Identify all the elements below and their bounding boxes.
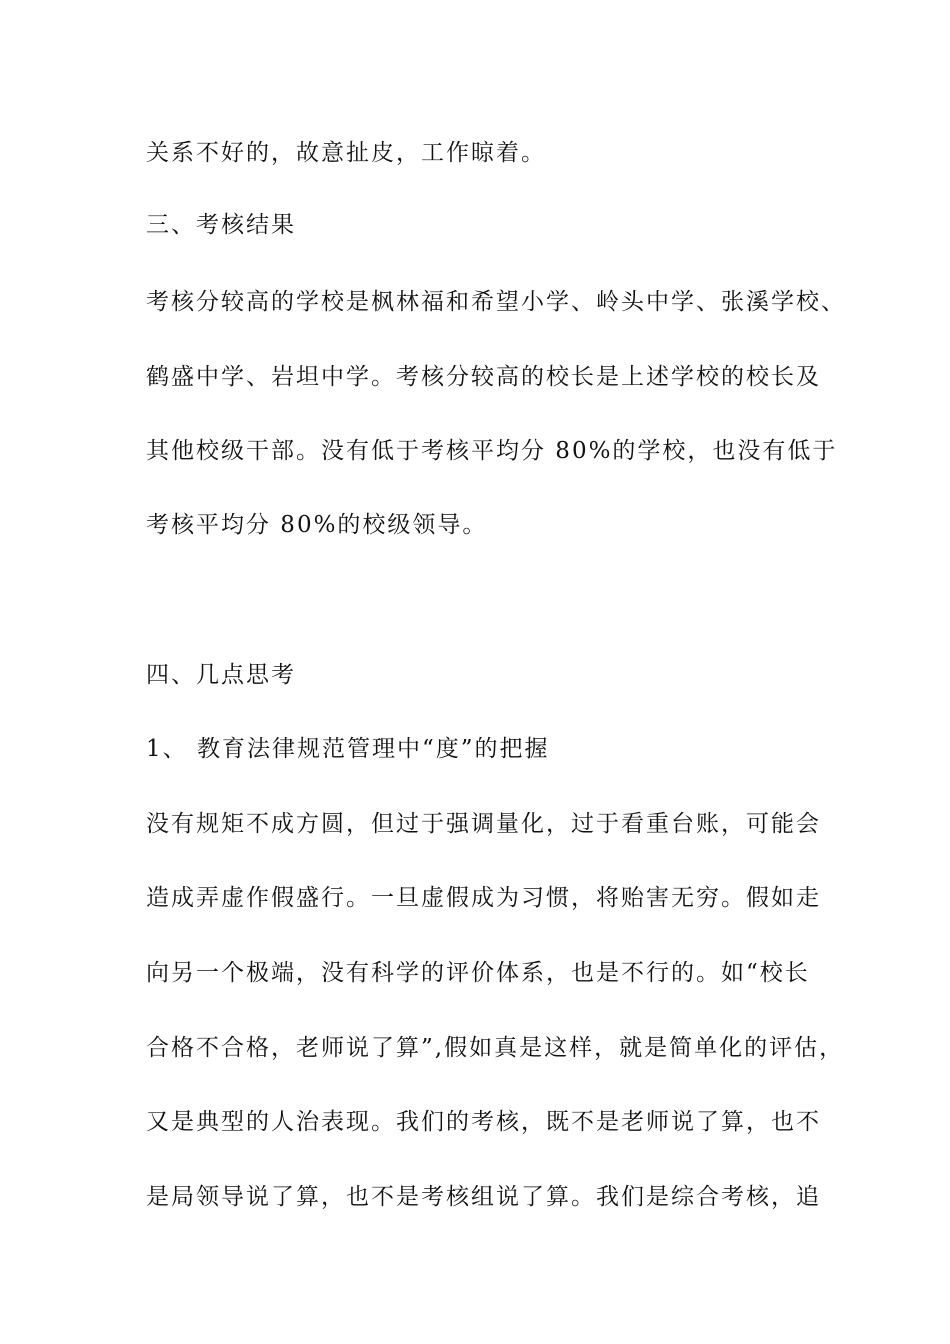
paragraph-line: 合格不合格，老师说了算”,假如真是这样，就是简单化的评估， xyxy=(146,1035,845,1061)
paragraph-line: 关系不好的，故意扯皮，工作晾着。 xyxy=(146,140,546,166)
paragraph-line: 造成弄虚作假盛行。一旦虚假成为习惯，将贻害无穷。假如走 xyxy=(146,885,821,911)
paragraph-line: 没有规矩不成方圆，但过于强调量化，过于看重台账，可能会 xyxy=(146,811,821,837)
subsection-heading: 1、 教育法律规范管理中“度”的把握 xyxy=(146,736,550,762)
paragraph-line: 考核分较高的学校是枫林福和希望小学、岭头中学、张溪学校、 xyxy=(146,289,846,315)
section-heading: 三、考核结果 xyxy=(146,212,296,238)
paragraph-line: 考核平均分 80%的校级领导。 xyxy=(146,512,488,538)
paragraph-line: 是局领导说了算，也不是考核组说了算。我们是综合考核，追 xyxy=(146,1184,821,1210)
section-heading: 四、几点思考 xyxy=(146,662,296,688)
paragraph-line: 又是典型的人治表现。我们的考核，既不是老师说了算，也不 xyxy=(146,1109,821,1135)
paragraph-line: 向另一个极端，没有科学的评价体系，也是不行的。如“校长 xyxy=(146,960,810,986)
paragraph-line: 其他校级干部。没有低于考核平均分 80%的学校，也没有低于 xyxy=(146,438,838,464)
paragraph-line: 鹤盛中学、岩坦中学。考核分较高的校长是上述学校的校长及 xyxy=(146,364,821,390)
